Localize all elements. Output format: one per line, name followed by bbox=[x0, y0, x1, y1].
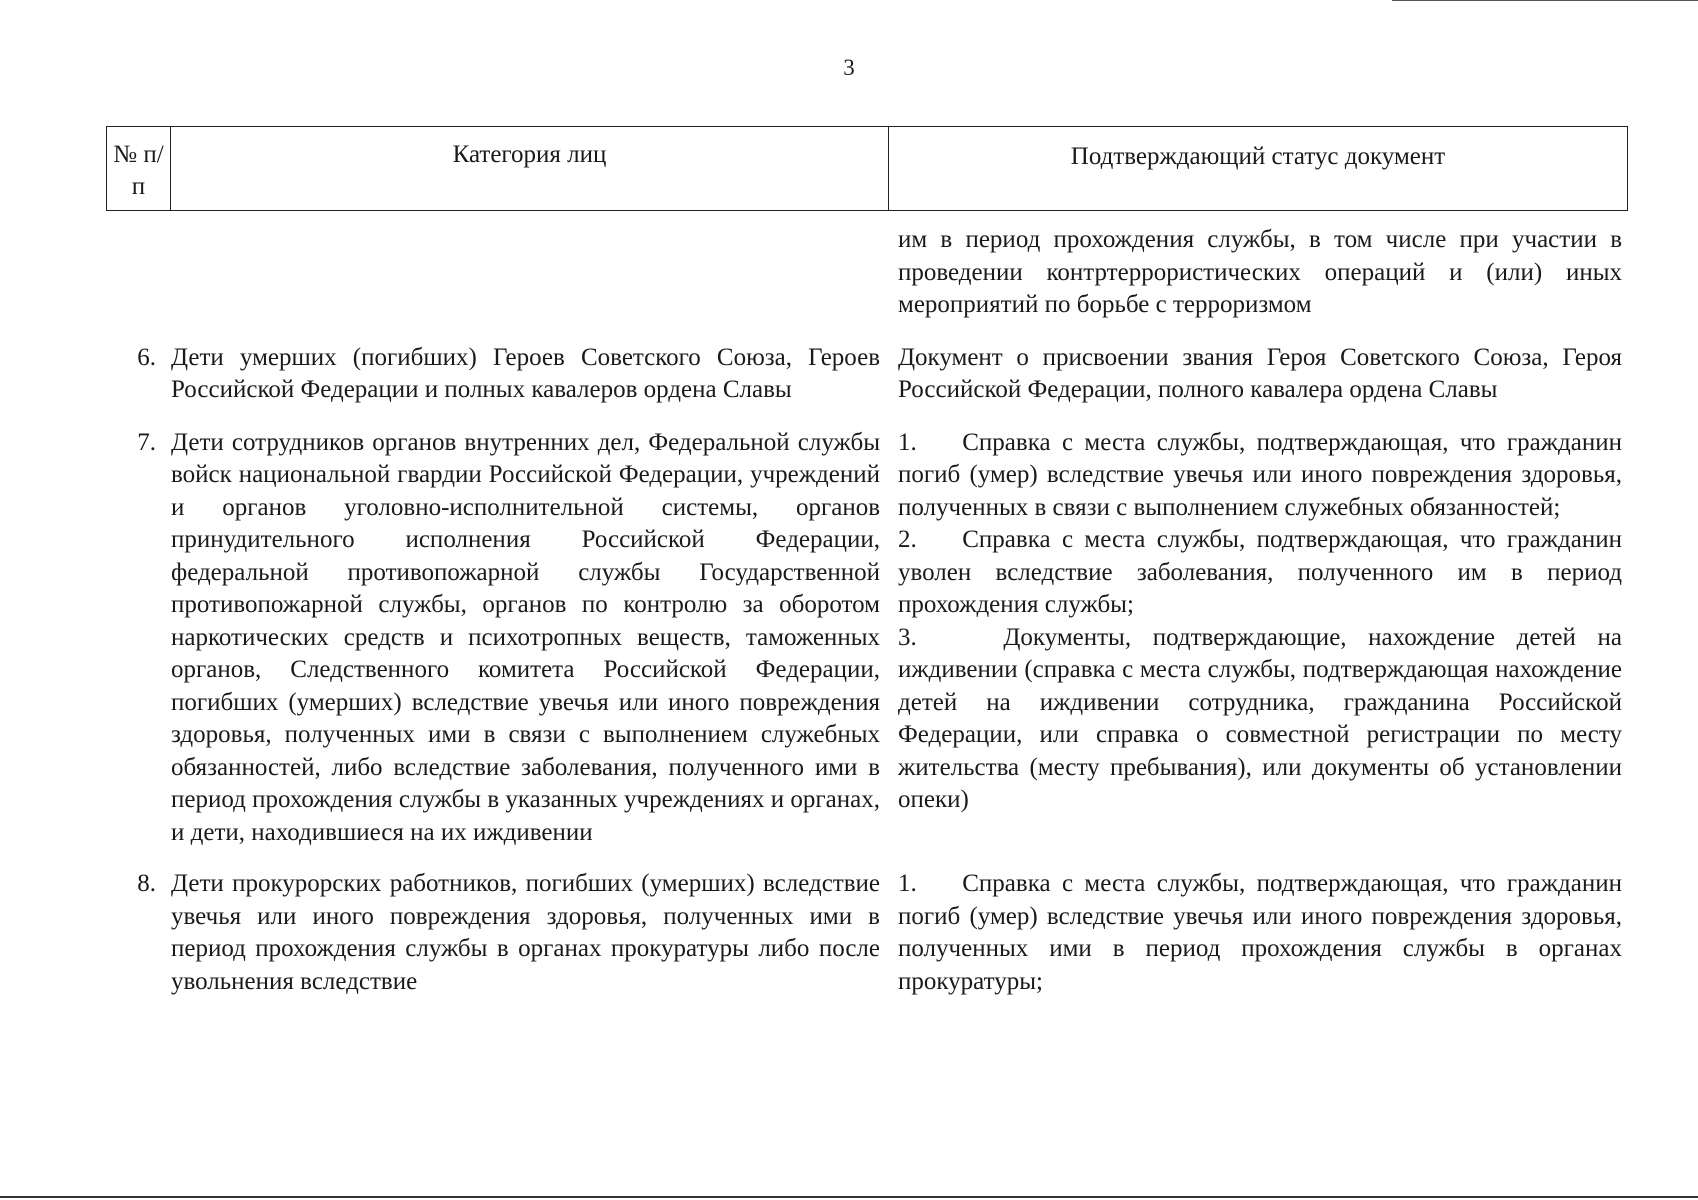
table-row bbox=[106, 868, 1628, 998]
row-category bbox=[170, 224, 888, 322]
header-category-column: Категория лиц bbox=[171, 127, 889, 210]
header-number-column: № п/п bbox=[107, 127, 171, 210]
document-item: 3. Документы, подтверждающие, нахождение детей на иждивении (справка с места службы, подтверждающая нахождение детей на иждивении сотрудника, гражданина Российской Федерации, или справка о совместной регистрации по месту жительства (месту пребывания), или документы об установлении опеки) bbox=[898, 623, 1622, 813]
row-document bbox=[888, 342, 1628, 407]
document-item: Документ о присвоении звания Героя Советского Союза, Героя Российской Федерации, полного кавалера ордена Славы bbox=[898, 343, 1622, 403]
document-text: им в период прохождения службы, в том числе при участии в проведении контртеррористических операций и (или) иных мероприятий по борьбе с терроризмом bbox=[898, 226, 1622, 318]
row-document bbox=[888, 427, 1628, 850]
page-number: 3 bbox=[843, 55, 855, 80]
row-category: Дети умерших (погибших) Героев Советского Союза, Героев Российской Федерации и полных кавалеров ордена Славы bbox=[171, 343, 880, 403]
table-header bbox=[106, 126, 1628, 211]
row-document bbox=[888, 868, 1628, 998]
row-category: Дети прокурорских работников, погибших (умерших) вследствие увечья или иного повреждения здоровья, полученных ими в период прохождения службы в органах прокуратуры либо после увольнения вследствие bbox=[171, 870, 880, 995]
top-edge-rule bbox=[1392, 0, 1698, 1]
row-number: 8. bbox=[137, 870, 156, 897]
row-category: Дети сотрудников органов внутренних дел, Федеральной службы войск национальной гвардии Российской Федерации, учреждений и органов уголовно-исполнительной системы, органов принудительного исполнения Российской Федерации, федеральной противопожарной службы Государственной противопожарной службы, органов по контролю за оборотом наркотических средств и психотропных веществ, таможенных органов, Следственного комитета Российской Федерации, погибших (умерших) вследствие увечья или иного повреждения здоровья, полученных ими в связи с выполнением служебных обязанностей, либо вследствие заболевания, полученного ими в период прохождения службы в указанных учреждениях и органах, и дети, находившиеся на их иждивении bbox=[171, 428, 880, 846]
table-row bbox=[106, 342, 1628, 407]
table-body bbox=[106, 224, 1628, 998]
document-item: 1. Справка с места службы, подтверждающая, что гражданин погиб (умер) вследствие увечья или иного повреждения здоровья, полученных ими в период прохождения службы в органах прокуратуры; bbox=[898, 870, 1622, 995]
table-row bbox=[106, 427, 1628, 850]
row-document bbox=[888, 224, 1628, 322]
document-item: 2. Справка с места службы, подтверждающая, что гражданин уволен вследствие заболевания, полученного им в период прохождения службы; bbox=[898, 526, 1622, 618]
bottom-edge-rule bbox=[0, 1196, 1698, 1198]
row-number: 6. bbox=[137, 343, 156, 371]
row-number bbox=[106, 224, 170, 322]
row-number: 7. bbox=[137, 428, 156, 456]
document-item: 1. Справка с места службы, подтверждающая, что гражданин погиб (умер) вследствие увечья или иного повреждения здоровья, полученных в связи с выполнением служебных обязанностей; bbox=[898, 428, 1622, 521]
table-row-continuation bbox=[106, 224, 1628, 322]
header-document-column: Подтверждающий статус документ bbox=[1070, 143, 1446, 170]
